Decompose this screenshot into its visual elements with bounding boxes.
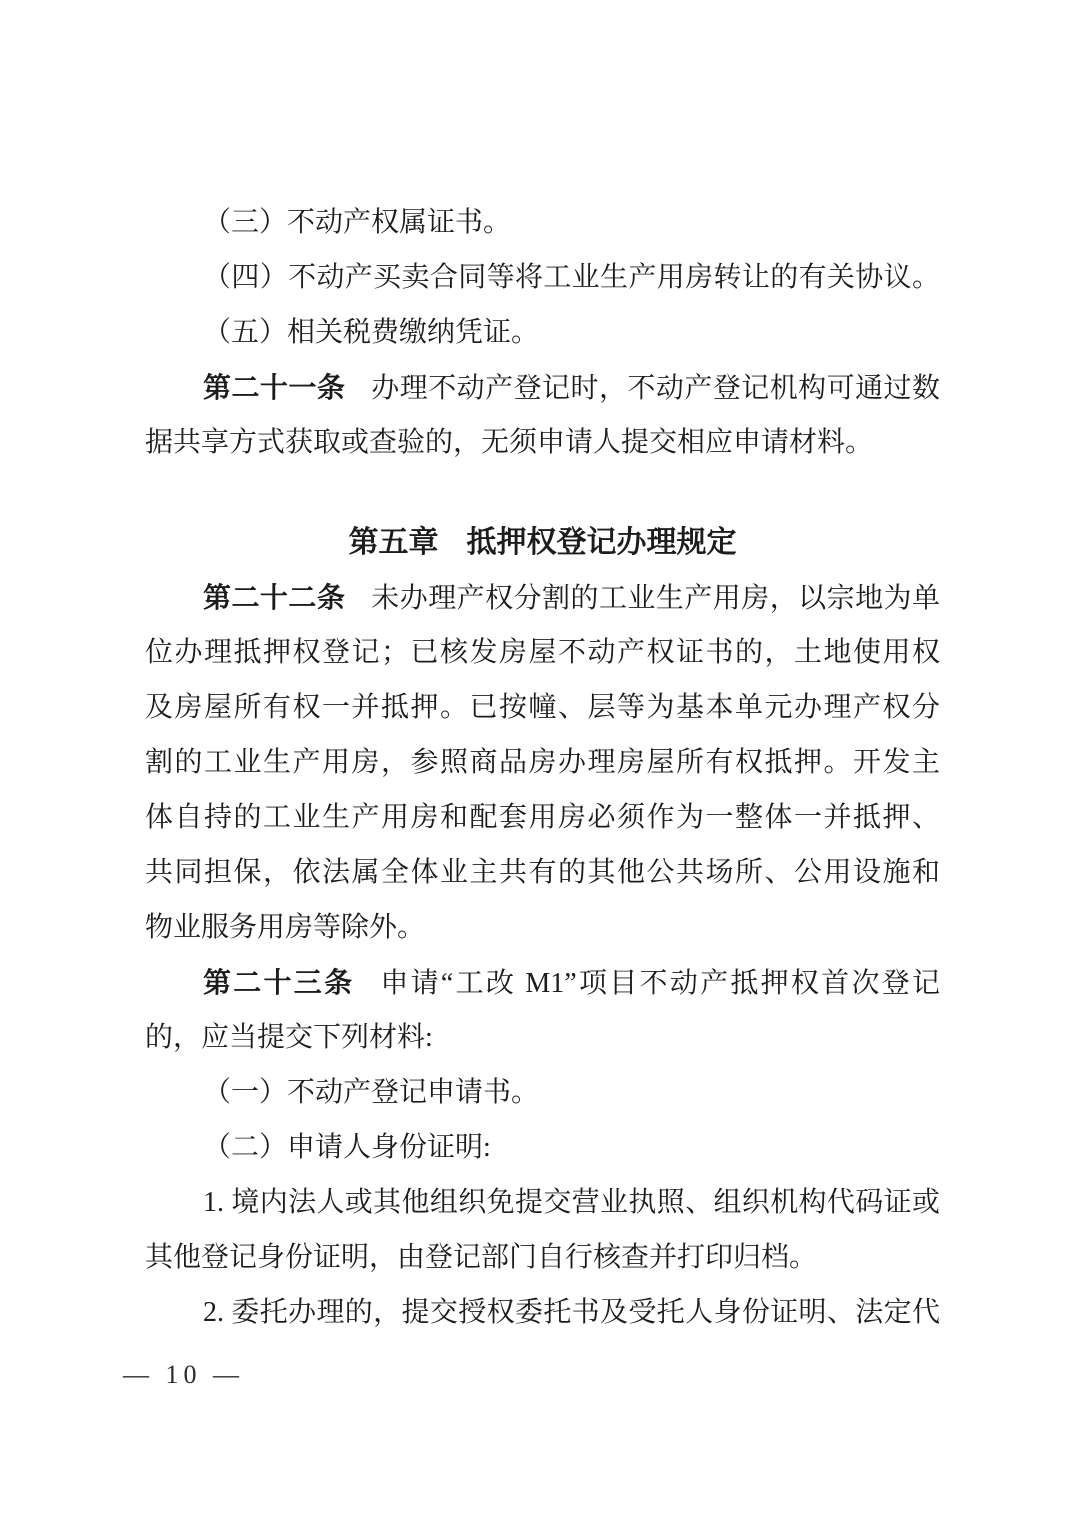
paragraph-spacer [145, 470, 940, 515]
line-text: 抵押权登记办理规定 [466, 526, 737, 559]
chapter-heading [145, 515, 940, 570]
document-content [145, 195, 940, 1340]
line-text: 未办理产权分割的工业生产用房，以宗地为单 [371, 583, 940, 614]
chapter-number: 第五章 [348, 526, 439, 559]
line-text: 申请“工改 M1”项目不动产抵押权首次登记 [380, 968, 940, 999]
text-line: 物业服务用房等除外。 [145, 912, 426, 943]
text-line: 割的工业生产用房，参照商品房办理房屋所有权抵押。开发主 [145, 747, 940, 778]
article-number: 第二十一条 [203, 372, 346, 403]
text-line: 位办理抵押权登记；已核发房屋不动产权证书的，土地使用权 [145, 637, 940, 668]
text-line: （一）不动产登记申请书。 [203, 1077, 540, 1108]
text-line: 据共享方式获取或查验的，无须申请人提交相应申请材料。 [145, 427, 874, 458]
text-line: （四）不动产买卖合同等将工业生产用房转让的有关协议。 [203, 262, 940, 293]
text-line: 其他登记身份证明，由登记部门自行核查并打印归档。 [145, 1242, 818, 1273]
page-number: — 10 — [123, 1360, 244, 1389]
text-line: （三）不动产权属证书。 [203, 207, 512, 238]
text-line: 共同担保，依法属全体业主共有的其他公共场所、公用设施和 [145, 857, 940, 888]
text-line: 1. 境内法人或其他组织免提交营业执照、组织机构代码证或 [203, 1187, 940, 1218]
article-number: 第二十三条 [203, 967, 355, 998]
text-line: 的，应当提交下列材料: [145, 1022, 433, 1053]
text-line: （二）申请人身份证明: [203, 1132, 491, 1163]
text-line [145, 360, 940, 415]
text-line: （五）相关税费缴纳凭证。 [203, 317, 540, 348]
text-line: 体自持的工业生产用房和配套用房必须作为一整体一并抵押、 [145, 802, 940, 833]
article-number: 第二十二条 [203, 582, 346, 613]
text-line [145, 570, 940, 625]
text-line: 2. 委托办理的，提交授权委托书及受托人身份证明、法定代 [203, 1297, 940, 1328]
text-line [145, 955, 940, 1010]
line-text: 办理不动产登记时，不动产登记机构可通过数 [371, 373, 940, 404]
text-line: 及房屋所有权一并抵押。已按幢、层等为基本单元办理产权分 [145, 692, 940, 723]
